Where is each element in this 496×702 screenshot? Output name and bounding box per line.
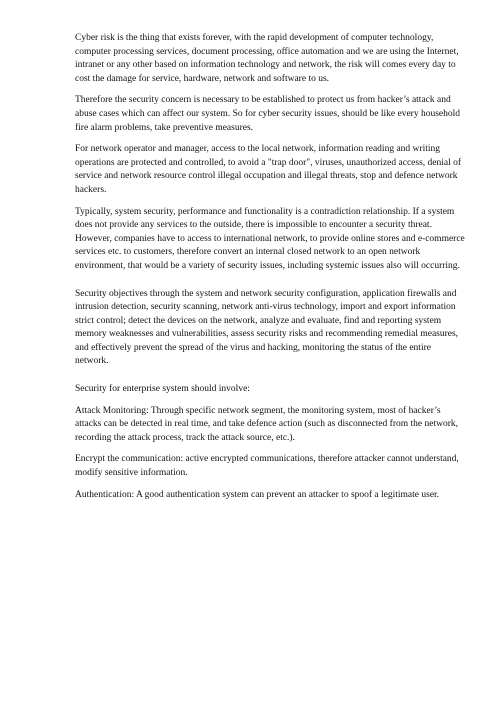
paragraph-contradiction: Typically, system security, performance and functionality is a contradiction relationship. If a system does not provide any services to the outside, there is impossible to encounter a security threat. However, companies have to access to international network, to provide online stores and e-commerce services etc. to customers, therefore convert an internal closed network to an open network environment, that would be a variety of security issues, including systemic issues also will occurring. — [75, 206, 465, 271]
paragraph-encrypt-communication: Encrypt the communication: active encrypted communications, therefore attacker cannot understand, modify sensitive information. — [75, 454, 459, 479]
paragraph-cyber-risk: Cyber risk is the thing that exists forever, with the rapid development of computer technology, computer processing services, document processing, office automation and we are using the Internet, intranet or any other based on information technology and network, the risk will comes every day to cost the damage for service, hardware, network and software to us. — [75, 33, 459, 84]
paragraph-security-objectives: Security objectives through the system and network security configuration, application firewalls and intrusion detection, security scanning, network anti-virus technology, import and export information strict control; detect the devices on the network, analyze and evaluate, find and reporting system memory weaknesses and vulnerabilities, assess security risks and recommending remedial measures, and effectively prevent the spread of the virus and hacking, monitoring the status of the entire network. — [75, 288, 459, 367]
paragraph-authentication: Authentication: A good authentication system can prevent an attacker to spoof a legitimate user. — [75, 489, 440, 500]
paragraph-enterprise-heading: Security for enterprise system should involve: — [75, 384, 250, 395]
paragraph-security-concern: Therefore the security concern is necessary to be established to protect us from hacker’s attack and abuse cases which can affect our system. So for cyber security issues, should be like every household fire alarm problems, take preventive measures. — [75, 95, 460, 133]
paragraph-network-operator: For network operator and manager, access to the local network, information reading and writing operations are protected and controlled, to avoid a "trap door", viruses, unauthorized access, denial of service and network resource control illegal occupation and illegal threats, stop and defence network hackers. — [75, 144, 462, 195]
paragraph-attack-monitoring: Attack Monitoring: Through specific network segment, the monitoring system, most of hacker’s attacks can be detected in real time, and take defence action (such as disconnected from the network, recording the attack process, track the attack source, etc.). — [75, 405, 458, 443]
